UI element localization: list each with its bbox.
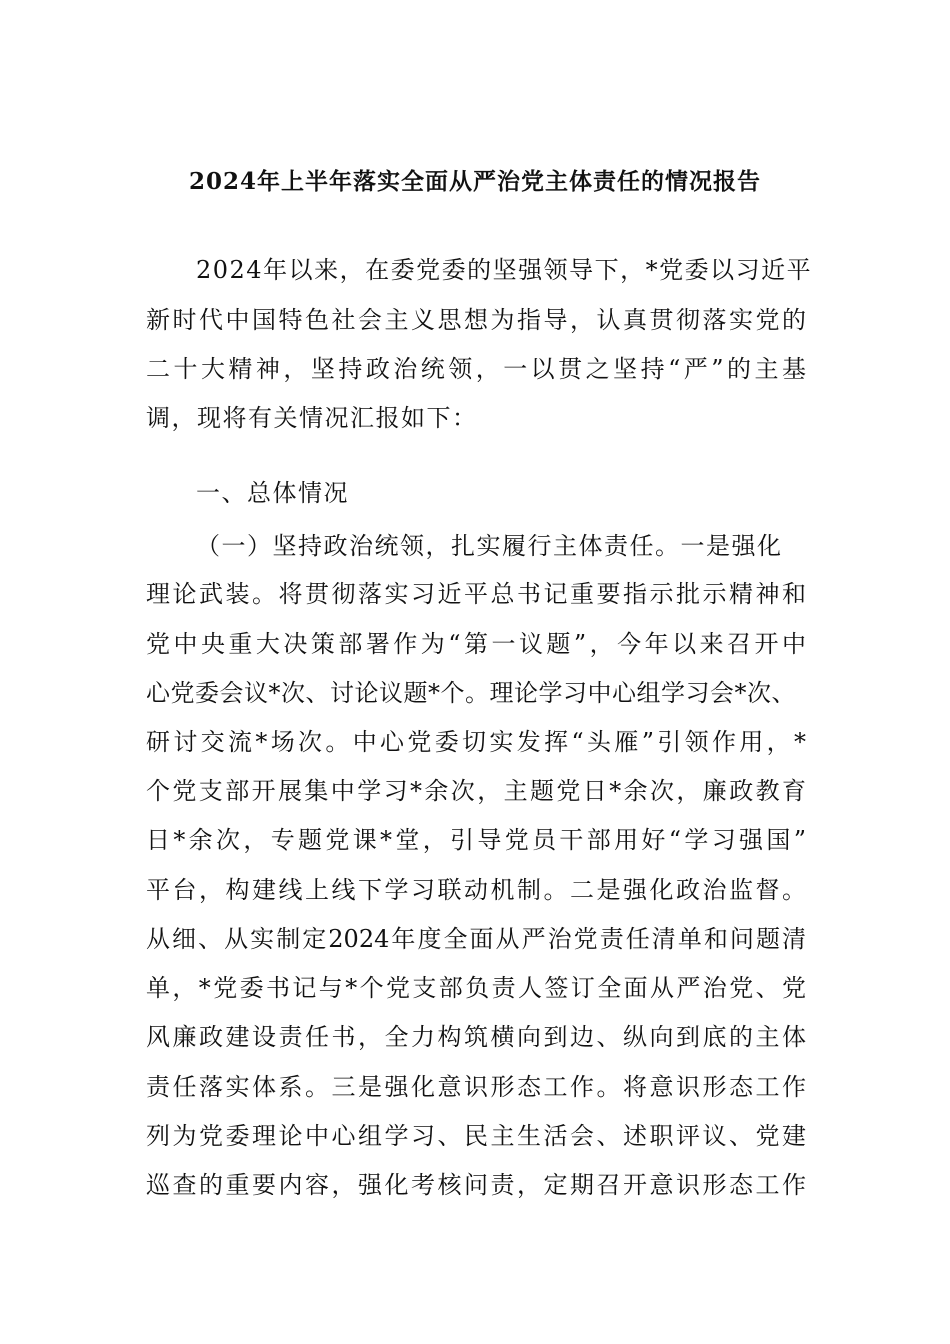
paragraph-line: 调，现将有关情况汇报如下： <box>146 404 478 432</box>
paragraph-line: （一）坚持政治统领，扎实履行主体责任。一是强化 <box>196 532 783 560</box>
paragraph-line: 风廉政建设责任书，全力构筑横向到边、纵向到底的主体 <box>146 1023 806 1051</box>
document-title: 2024年上半年落实全面从严治党主体责任的情况报告 <box>188 168 761 195</box>
paragraph-line: 党中央重大决策部署作为“第一议题”，今年以来召开中 <box>146 630 806 658</box>
paragraph-line: 责任落实体系。三是强化意识形态工作。将意识形态工作 <box>146 1073 806 1101</box>
paragraph-line: 二十大精神，坚持政治统领，一以贯之坚持“严”的主基 <box>146 355 806 383</box>
paragraph-line: 单，*党委书记与*个党支部负责人签订全面从严治党、党 <box>146 974 806 1002</box>
paragraph-line: 心党委会议*次、讨论议题*个。理论学习中心组学习会*次、 <box>146 679 796 707</box>
paragraph-line: 理论武装。将贯彻落实习近平总书记重要指示批示精神和 <box>146 580 806 608</box>
paragraph-line: 新时代中国特色社会主义思想为指导，认真贯彻落实党的 <box>146 306 806 334</box>
paragraph-line: 2024年以来，在委党委的坚强领导下，*党委以习近平 <box>196 256 813 284</box>
paragraph-line: 研讨交流*场次。中心党委切实发挥“头雁”引领作用，* <box>146 728 806 756</box>
paragraph-line: 巡查的重要内容，强化考核问责，定期召开意识形态工作 <box>146 1171 806 1199</box>
section-heading: 一、总体情况 <box>196 479 349 507</box>
paragraph-line: 日*余次，专题党课*堂，引导党员干部用好“学习强国” <box>146 826 806 854</box>
paragraph-line: 个党支部开展集中学习*余次，主题党日*余次，廉政教育 <box>146 777 806 805</box>
paragraph-line: 平台，构建线上线下学习联动机制。二是强化政治监督。 <box>146 876 806 904</box>
paragraph-line: 从细、从实制定2024年度全面从严治党责任清单和问题清 <box>146 925 806 953</box>
paragraph-line: 列为党委理论中心组学习、民主生活会、述职评议、党建 <box>146 1122 806 1150</box>
